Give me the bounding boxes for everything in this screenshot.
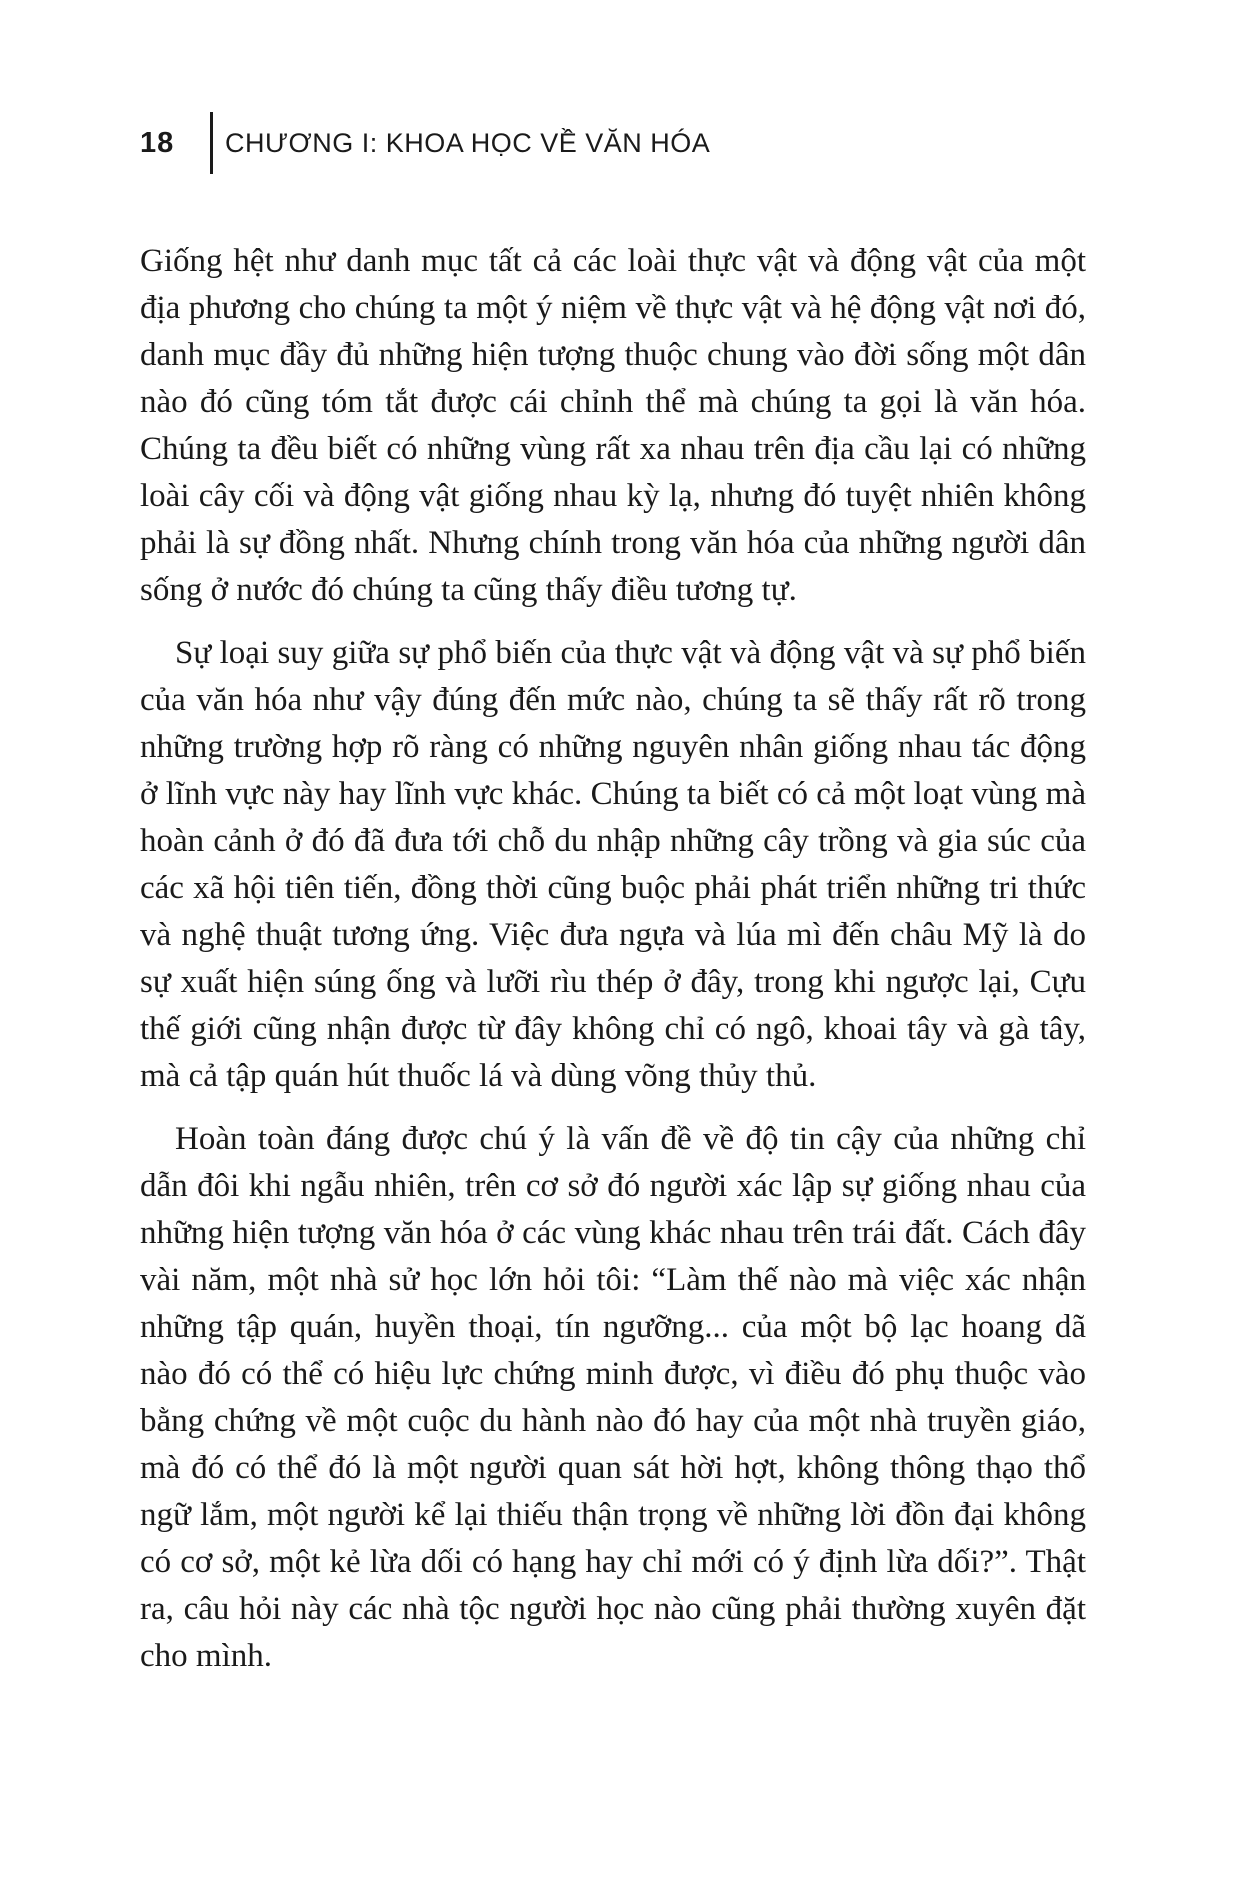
paragraph: Giống hệt như danh mục tất cả các loài thực vật và động vật của một địa phương cho chúng ta một ý niệm về thực vật và hệ động vật nơi đó, danh mục đầy đủ những hiện tượng thuộc chung vào đời sống một dân nào đó cũng tóm tắt được cái chỉnh thể mà chúng ta gọi là văn hóa. Chúng ta đều biết có những vùng rất xa nhau trên địa cầu lại có những loài cây cối và động vật giống nhau kỳ lạ, nhưng đó tuyệt nhiên không phải là sự đồng nhất. Nhưng chính trong văn hóa của những người dân sống ở nước đó chúng ta cũng thấy điều tương tự. [140,243,1086,608]
paragraph: Hoàn toàn đáng được chú ý là vấn đề về độ tin cậy của những chỉ dẫn đôi khi ngẫu nhiên, trên cơ sở đó người xác lập sự giống nhau của những hiện tượng văn hóa ở các vùng khác nhau trên trái đất. Cách đây vài năm, một nhà sử học lớn hỏi tôi: “Làm thế nào mà việc xác nhận những tập quán, huyền thoại, tín ngưỡng... của một bộ lạc hoang dã nào đó có thể có hiệu lực chứng minh được, vì điều đó phụ thuộc vào bằng chứng về một cuộc du hành nào đó hay của một nhà truyền giáo, mà đó có thể đó là một người quan sát hời hợt, không thông thạo thổ ngữ lắm, một người kể lại thiếu thận trọng về những lời đồn đại không có cơ sở, một kẻ lừa dối có hạng hay chỉ mới có ý định lừa dối?”. Thật ra, câu hỏi này các nhà tộc người học nào cũng phải thường xuyên đặt cho mình. [140,1121,1086,1674]
page-number: 18 [140,126,175,159]
chapter-title: CHƯƠNG I: KHOA HỌC VỀ VĂN HÓA [225,127,711,158]
body-text [140,238,1086,1680]
paragraph: Sự loại suy giữa sự phổ biến của thực vật và động vật và sự phổ biến của văn hóa như vậy đúng đến mức nào, chúng ta sẽ thấy rất rõ trong những trường hợp rõ ràng có những nguyên nhân giống nhau tác động ở lĩnh vực này hay lĩnh vực khác. Chúng ta biết có cả một loạt vùng mà hoàn cảnh ở đó đã đưa tới chỗ du nhập những cây trồng và gia súc của các xã hội tiên tiến, đồng thời cũng buộc phải phát triển những tri thức và nghệ thuật tương ứng. Việc đưa ngựa và lúa mì đến châu Mỹ là do sự xuất hiện súng ống và lưỡi rìu thép ở đây, trong khi ngược lại, Cựu thế giới cũng nhận được từ đây không chỉ có ngô, khoai tây và gà tây, mà cả tập quán hút thuốc lá và dùng võng thủy thủ. [140,635,1086,1094]
running-header [140,112,710,174]
header-divider [210,112,213,174]
